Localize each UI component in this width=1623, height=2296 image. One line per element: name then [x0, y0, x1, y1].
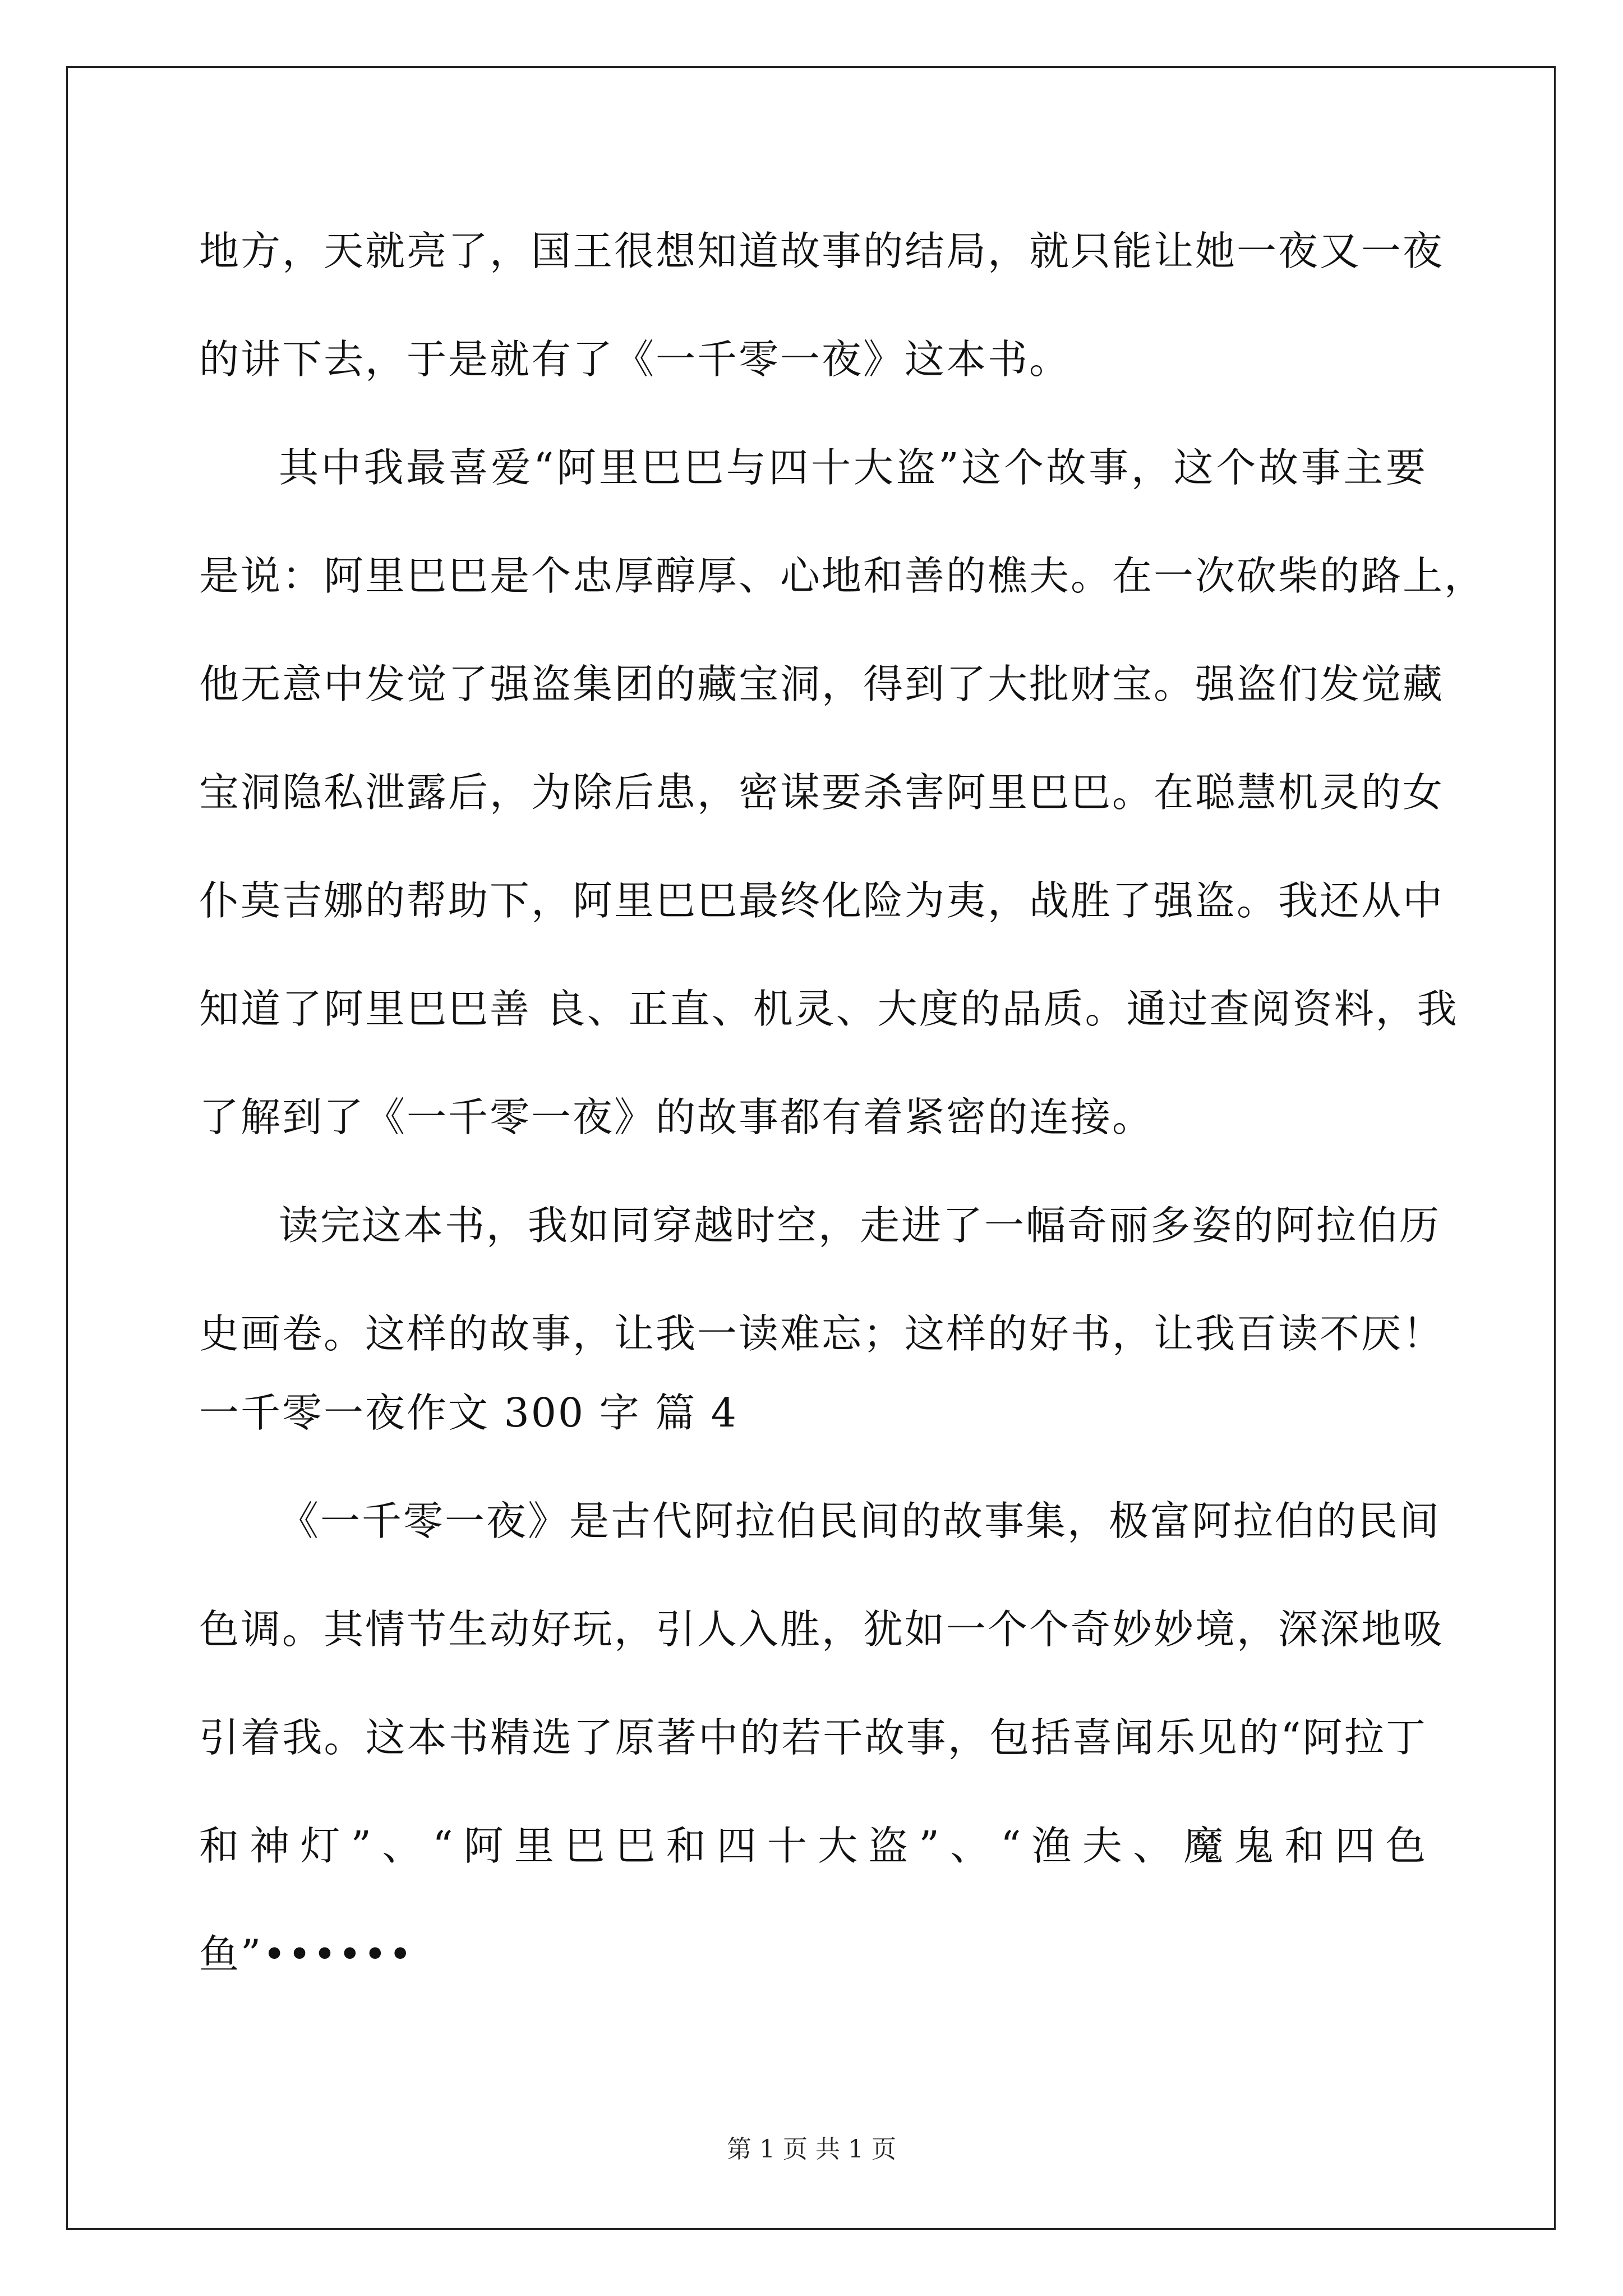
text-line-9: 了解到了《一千零一夜》的故事都有着紧密的连接。: [199, 1094, 1154, 1140]
text-line-13: 色调。其情节生动好玩，引人入胜，犹如一个个奇妙妙境，深深地吸: [199, 1606, 1445, 1653]
text-line-2: 的讲下去，于是就有了《一千零一夜》这本书。: [199, 336, 1071, 383]
text-line-3: 其中我最喜爱“阿里巴巴与四十大盗”这个故事，这个故事主要: [279, 444, 1427, 491]
text-line-12: 《一千零一夜》是古代阿拉伯民间的故事集，极富阿拉伯的民间: [279, 1498, 1441, 1544]
text-line-8: 知道了阿里巴巴善 良、正直、机灵、大度的品质。通过查阅资料，我: [199, 986, 1459, 1032]
text-line-1: 地方，天就亮了，国王很想知道故事的结局，就只能让她一夜又一夜: [199, 228, 1445, 274]
page-border: [66, 66, 1556, 2230]
text-line-7: 仆莫吉娜的帮助下，阿里巴巴最终化险为夷，战胜了强盗。我还从中: [199, 877, 1445, 924]
section-heading: 一千零一夜作文 300 字 篇 4: [199, 1389, 738, 1436]
text-line-11: 史画卷。这样的故事，让我一读难忘；这样的好书，让我百读不厌！: [199, 1310, 1445, 1357]
text-line-4: 是说：阿里巴巴是个忠厚醇厚、心地和善的樵夫。在一次砍柴的路上，: [199, 553, 1486, 599]
text-line-15: 和神灯”、“阿里巴巴和四十大盗”、“渔夫、魔鬼和四色: [199, 1823, 1427, 1869]
page-number-footer: 第 1 页 共 1 页: [727, 2135, 896, 2164]
text-line-16: 鱼”••••••: [199, 1931, 414, 1977]
text-line-5: 他无意中发觉了强盗集团的藏宝洞，得到了大批财宝。强盗们发觉藏: [199, 661, 1445, 707]
text-line-10: 读完这本书，我如同穿越时空，走进了一幅奇丽多姿的阿拉伯历: [279, 1202, 1441, 1249]
text-line-14: 引着我。这本书精选了原著中的若干故事，包括喜闻乐见的“阿拉丁: [199, 1714, 1427, 1761]
text-line-6: 宝洞隐私泄露后，为除后患，密谋要杀害阿里巴巴。在聪慧机灵的女: [199, 769, 1445, 816]
